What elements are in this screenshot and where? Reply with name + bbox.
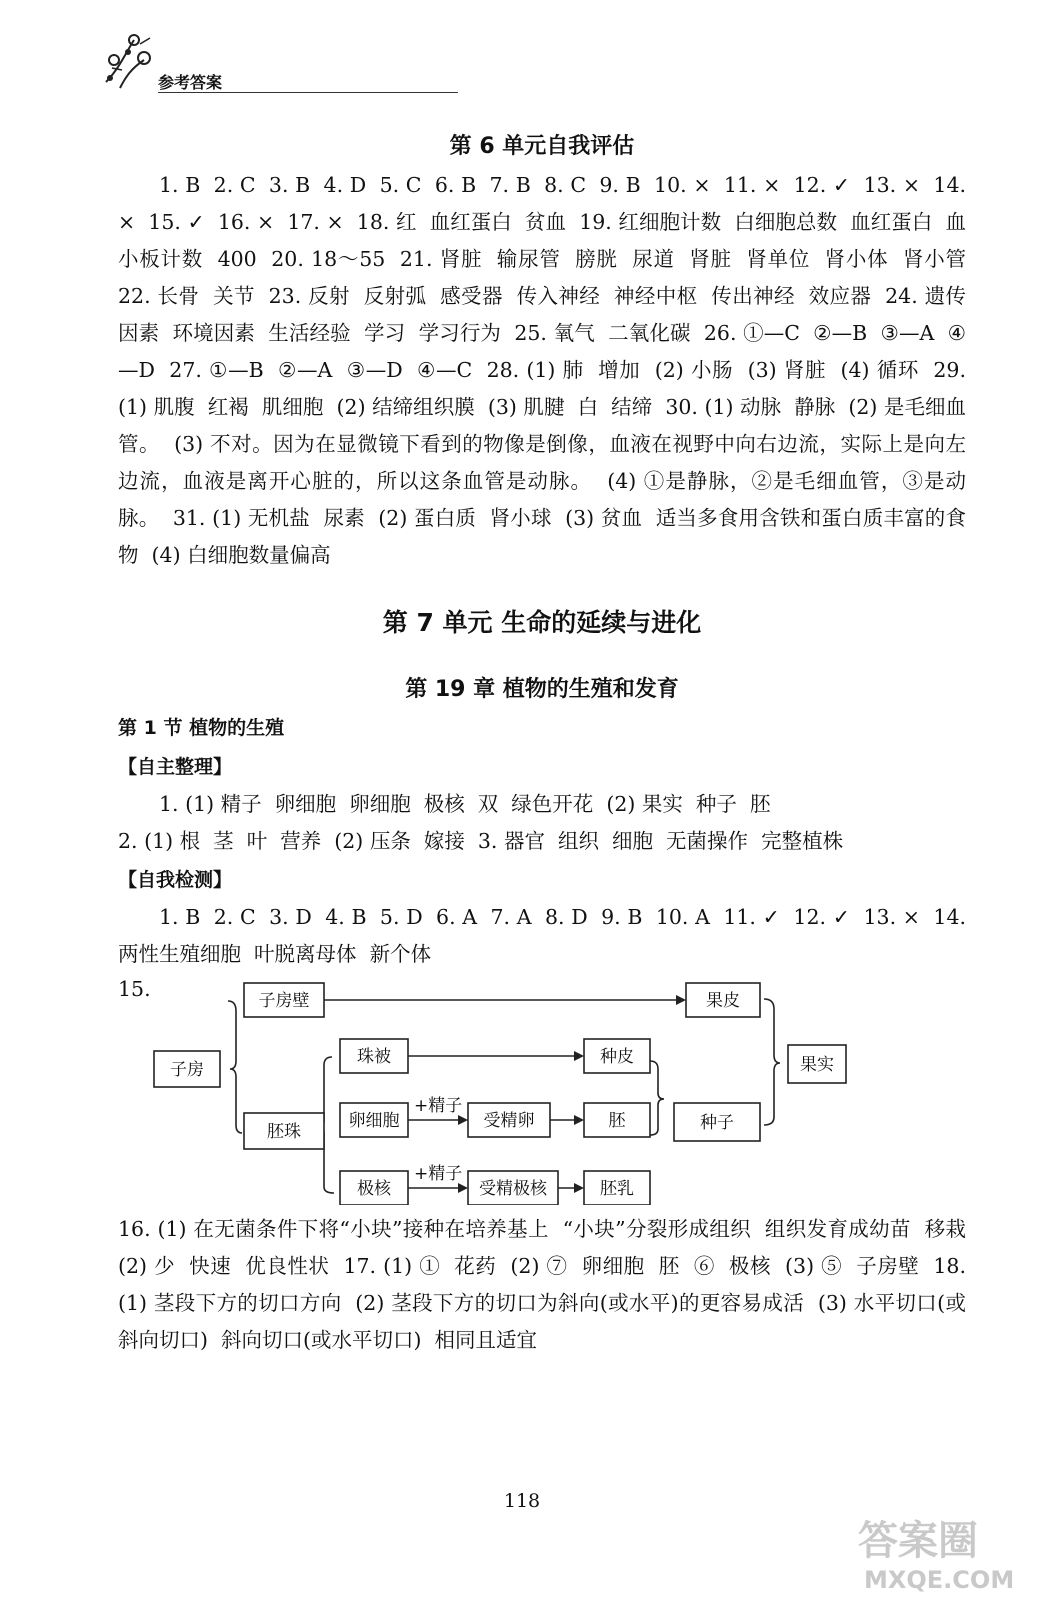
zizhu-answer-1: 1. (1) 精子 卵细胞 卵细胞 极核 双 绿色开花 (2) 果实 种子 胚: [159, 792, 771, 816]
zizhu-heading: 【自主整理】: [118, 756, 233, 778]
box-shoujingluan: [468, 1103, 550, 1137]
flower-logo-icon: [100, 30, 160, 96]
after-answers: 16. (1) 在无菌条件下将“小块”接种在培养基上 “小块”分裂形成组织 组织发育成幼苗 移栽 (2) 少 快速 优良性状 17. (1) ① 花药 (2) ⑦ 卵细胞 胚 ⑥ 极核 (3) ⑤ 子房壁 18. (1) 茎段下方的切口方向 (2) 茎段下方的切口为斜向(或水平)的更容易成活 (3) 水平切口(或斜向切口) 斜向切口(或水平切口) 相同且适宜: [118, 1217, 980, 1352]
svg-text:极核: 极核: [357, 1179, 391, 1199]
box-zhubei: [340, 1039, 408, 1073]
svg-text:种皮: 种皮: [600, 1047, 634, 1067]
svg-text:种子: 种子: [700, 1113, 734, 1133]
svg-text:卵细胞: 卵细胞: [348, 1111, 400, 1131]
box-peizhu: [244, 1113, 324, 1149]
q15-number: 15.: [118, 977, 151, 1001]
unit7-title: 第 7 单元 生命的延续与进化: [382, 608, 702, 637]
box-luanxibao: [340, 1103, 408, 1137]
box-peiru: [584, 1171, 650, 1205]
svg-text:受精极核: 受精极核: [479, 1179, 547, 1199]
page-number: 118: [503, 1490, 541, 1512]
svg-text:胚乳: 胚乳: [600, 1179, 634, 1199]
box-zhongzi: [674, 1103, 760, 1141]
chapter19-title: 第 19 章 植物的生殖和发育: [405, 677, 679, 702]
plus-sperm-label-2: +精子: [414, 1164, 463, 1184]
watermark-logo: [852, 1512, 1032, 1596]
answer-content: [118, 128, 980, 1359]
svg-text:胚: 胚: [608, 1111, 626, 1131]
q15-diagram-block: [118, 977, 966, 1205]
svg-text:果实: 果实: [800, 1055, 834, 1075]
watermark-bottom: MXQE.COM: [864, 1566, 1015, 1594]
svg-text:果皮: 果皮: [706, 991, 740, 1011]
ziwo-answers: 1. B 2. C 3. D 4. B 5. D 6. A 7. A 8. D 9. B 10. A 11. ✓ 12. ✓ 13. × 14. 两性生殖细胞 叶脱离母体 新个体: [118, 905, 973, 966]
zizhu-answer-2: 2. (1) 根 茎 叶 营养 (2) 压条 嫁接 3. 器官 组织 细胞 无菌操作 完整植株: [118, 829, 844, 853]
box-guopi: [686, 983, 760, 1017]
header-rule: [158, 92, 458, 93]
svg-text:受精卵: 受精卵: [483, 1111, 535, 1131]
box-guoshi: [788, 1045, 846, 1083]
svg-text:子房: 子房: [170, 1060, 204, 1080]
box-jihe: [340, 1171, 408, 1205]
box-zhongpi: [584, 1039, 650, 1073]
section1-title: 第 1 节 植物的生殖: [118, 717, 285, 739]
box-zifangbi: [244, 983, 324, 1017]
svg-text:珠被: 珠被: [357, 1047, 391, 1067]
page-header: [100, 30, 370, 100]
box-shoujingjihe: [468, 1171, 558, 1205]
unit6-answers: 1. B 2. C 3. B 4. D 5. C 6. B 7. B 8. C 9. B 10. × 11. × 12. ✓ 13. × 14. × 15. ✓ 16. × 17. × 18. 红 血红蛋白 贫血 19. 红细胞计数 白细胞总数 血红蛋白 血小板计数 400 20. 18～55 21. 肾脏 输尿管 膀胱 尿道 肾脏 肾单位 肾小体 肾小管 22. 长骨 关节 23. 反射 反射弧 感受器 传入神经 神经中枢 传出神经 效应器 24. 遗传因素 环境因素 生活经验 学习 学习行为 25. 氧气 二氧化碳 26. ①—C ②—B ③—A ④—D 27. ①—B ②—A ③—D ④—C 28. (1) 肺 增加 (2) 小肠 (3) 肾脏 (4) 循环 29. (1) 肌腹 红褐 肌细胞 (2) 结缔组织膜 (3) 肌腱 白 结缔 30. (1) 动脉 静脉 (2) 是毛细血管。 (3) 不对。因为在显微镜下看到的物像是倒像，血液在视野中向右边流，实际上是向左边流，血液是离开心脏的，所以这条血管是动脉。 (4) ①是静脉，②是毛细血管，③是动脉。 31. (1) 无机盐 尿素 (2) 蛋白质 肾小球 (3) 贫血 适当多食用含铁和蛋白质丰富的食物 (4) 白细胞数量偏高: [118, 173, 980, 567]
ziwo-heading: 【自我检测】: [118, 869, 233, 891]
box-pei: [584, 1103, 650, 1137]
plus-sperm-label-1: +精子: [414, 1096, 463, 1116]
watermark-top: 答案圈: [858, 1518, 978, 1564]
unit6-title: 第 6 单元自我评估: [449, 134, 635, 159]
svg-text:胚珠: 胚珠: [267, 1122, 301, 1142]
fruit-formation-diagram: [118, 977, 966, 1205]
header-label: 参考答案: [158, 73, 223, 92]
svg-text:子房壁: 子房壁: [258, 991, 310, 1011]
box-zifang: [154, 1051, 220, 1087]
